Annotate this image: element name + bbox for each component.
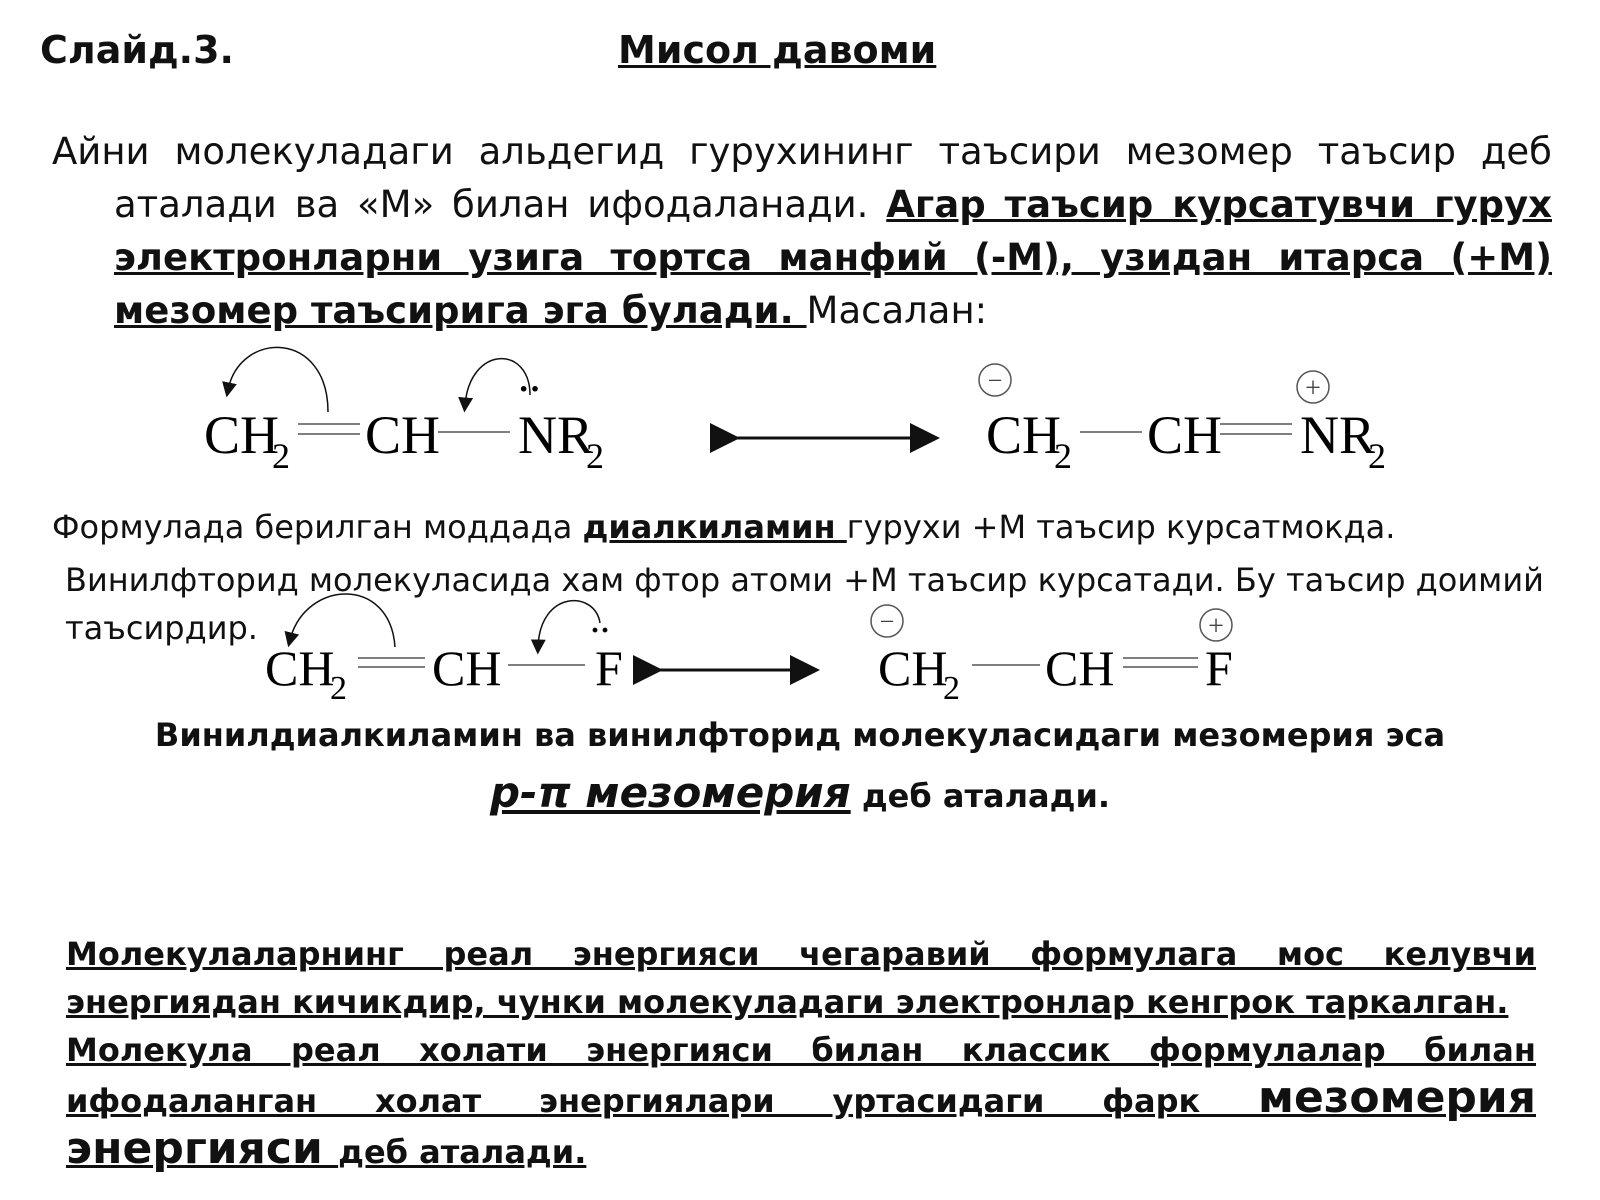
curved-arrow-pi-bond xyxy=(228,347,328,412)
sentence-vinyl-fluoride: Винилфторид молекуласида хам фтор атоми +М таъсир курсатади. Бу таъсир доимий таъсирдир. xyxy=(65,561,1544,647)
sentence1-post: гурухи +М таъсир курсатмокда. xyxy=(846,508,1396,546)
resonance-scheme-amine xyxy=(180,340,1460,490)
sentence1-term: диалкиламин xyxy=(582,508,847,546)
atom-ch-left-f: CH xyxy=(432,640,502,696)
atom-ch2-right-f: CH xyxy=(878,640,948,696)
mesomery-term: р-π мезомерия xyxy=(489,768,851,817)
energy-term: мезомерия энергияси xyxy=(66,1072,1536,1174)
atom-nr2-right: NR xyxy=(1300,405,1376,465)
svg-text:+: + xyxy=(1305,373,1321,404)
right-structure-amine xyxy=(979,364,1386,476)
energy-sentence-2-pre: Молекула реал холати энергияси билан классик формулалар билан ифодаланган холат энергиялари уртасидаги фарк xyxy=(66,1031,1536,1120)
atom-ch2-right: CH xyxy=(986,405,1062,465)
atom-ch2-left-f: CH xyxy=(265,640,335,696)
resonance-scheme-fluoride xyxy=(250,585,1270,715)
left-structure-fluoride xyxy=(265,594,623,707)
sentence-dialkylamine xyxy=(52,508,1395,546)
sub-2-nr2-right: 2 xyxy=(1368,436,1386,476)
energy-sentence-1: Молекулаларнинг реал энергияси чегаравий формулага мос келувчи энергиядан кичикдир, чунки молекуладаги электронлар кенгрок таркалган. xyxy=(66,935,1536,1021)
intro-text-1: Айни молекуладаги альдегид гурухининг таъсири мезомер таъсир деб аталади ва «М» билан ифодаланади. xyxy=(52,130,1552,226)
atom-nr2-left: NR xyxy=(518,405,594,465)
slide-number: Слайд.3. xyxy=(40,28,234,72)
atom-ch-right-f: CH xyxy=(1045,640,1115,696)
sub-2-nr2-left: 2 xyxy=(586,436,604,476)
sentence1-pre: Формулада берилган моддада xyxy=(52,508,583,546)
sub-2-ch2-right: 2 xyxy=(1054,436,1072,476)
sub-2-ch2-left: 2 xyxy=(272,436,290,476)
sub-2-left-f: 2 xyxy=(330,670,347,707)
atom-ch-right: CH xyxy=(1147,405,1223,465)
energy-sentence-2-post: деб аталади. xyxy=(338,1133,587,1171)
svg-text:+: + xyxy=(1208,611,1224,642)
atom-f-right: F xyxy=(1205,640,1233,696)
intro-text-2: Масалан: xyxy=(806,289,988,332)
right-structure-fluoride xyxy=(871,605,1233,707)
svg-text:−: − xyxy=(987,366,1003,395)
conclusion-tail: деб аталади. xyxy=(850,777,1111,815)
conclusion-term-line xyxy=(100,768,1500,817)
lone-pair: ·· xyxy=(518,371,541,408)
atom-ch-left: CH xyxy=(365,405,441,465)
svg-text:−: − xyxy=(879,607,895,636)
sub-2-right-f: 2 xyxy=(943,670,960,707)
intro-paragraph xyxy=(52,125,1552,337)
conclusion-line: Винилдиалкиламин ва винилфторид молекуласидаги мезомерия эса xyxy=(154,716,1446,754)
atom-ch2-left: CH xyxy=(204,405,280,465)
atom-f-left: F xyxy=(595,640,623,696)
intro-emphasis: Агар таъсир курсатувчи гурух электронларни узига тортса манфий (-М), узидан итарса (+М) мезомер таъсирига эга булади. xyxy=(114,183,1552,332)
energy-paragraph xyxy=(66,930,1536,1176)
slide-title: Мисол давоми xyxy=(618,28,937,72)
left-structure-amine xyxy=(204,347,604,476)
lone-pair-f: ·· xyxy=(590,614,611,647)
